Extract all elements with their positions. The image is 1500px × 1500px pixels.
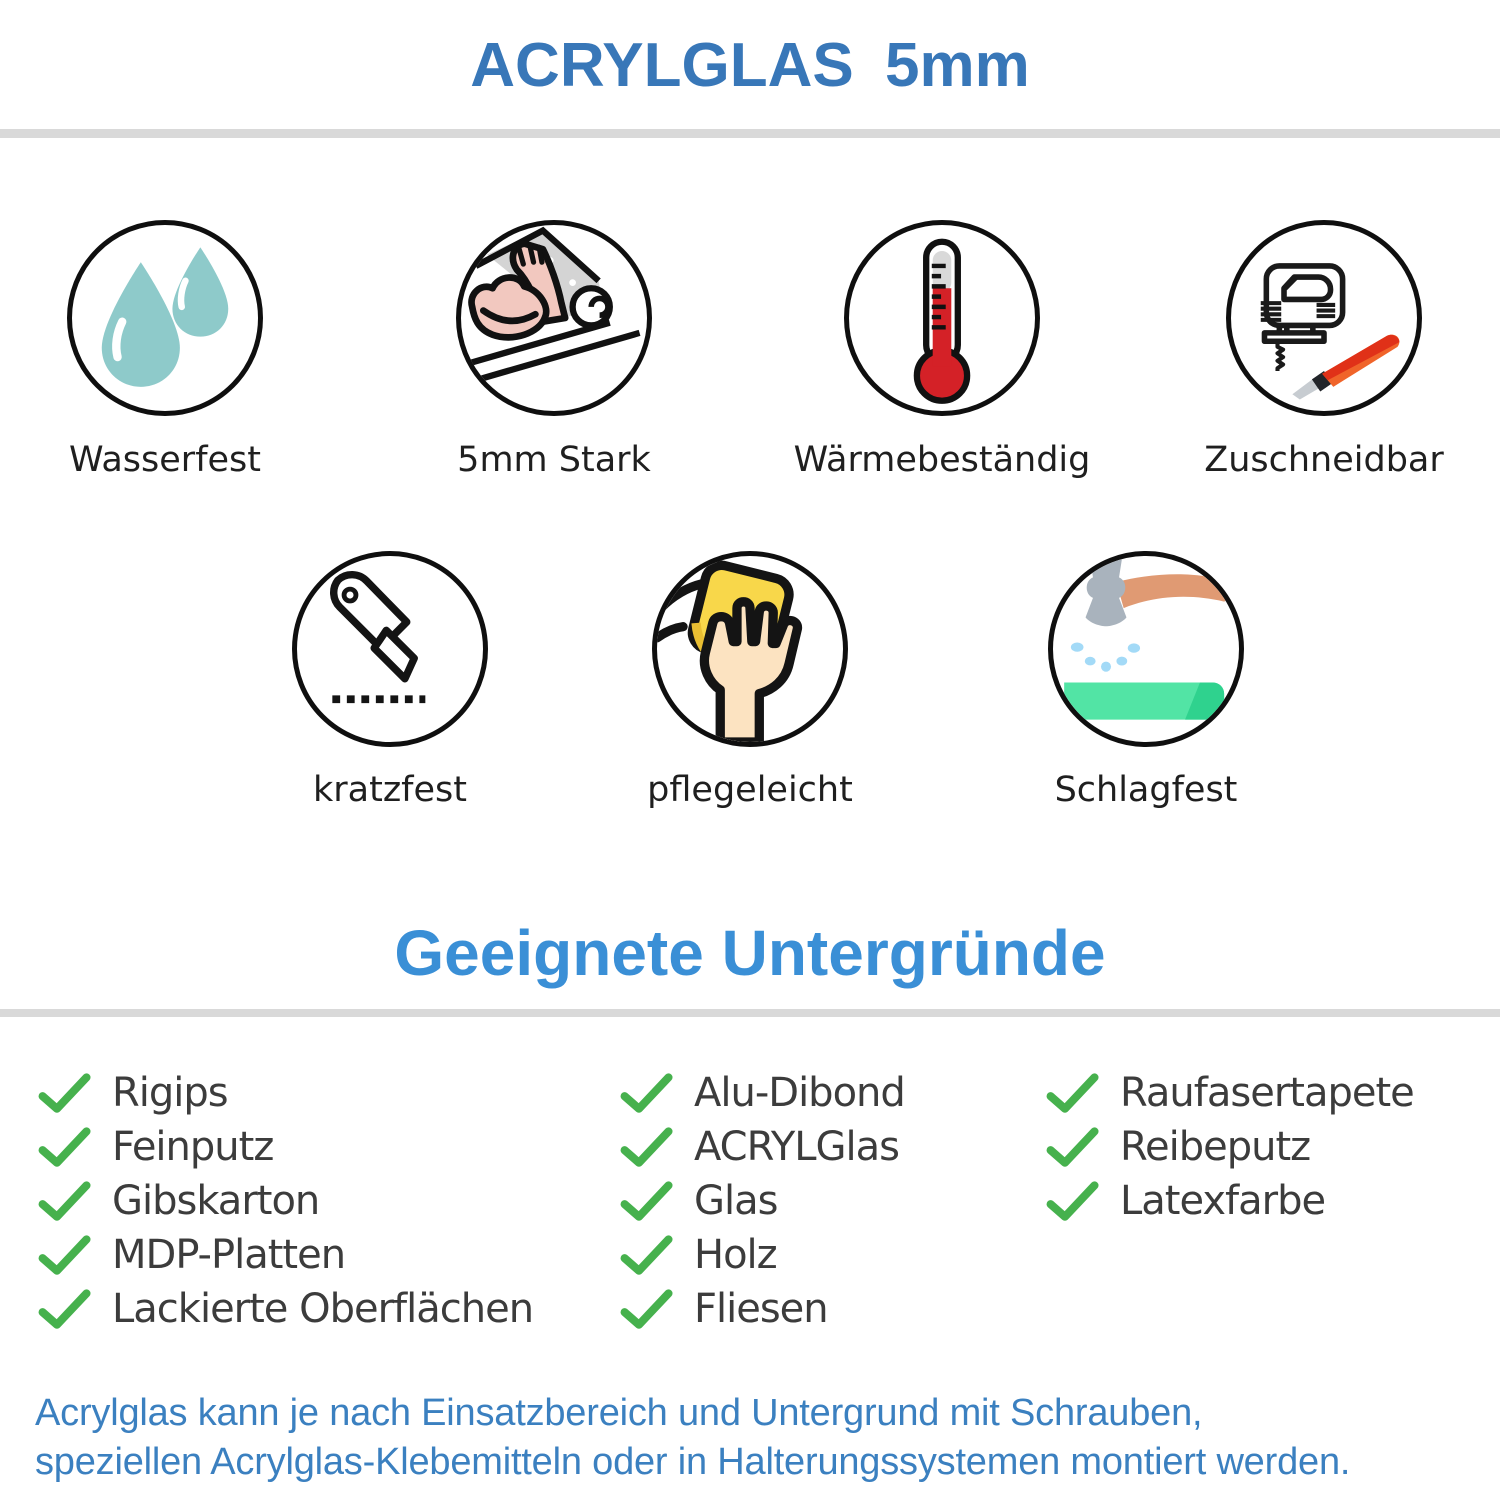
feature-circle-schlagfest <box>1048 551 1244 747</box>
check-icon <box>620 1072 674 1115</box>
feature-circle-kratzfest <box>292 551 488 747</box>
substrates-column-1 <box>38 1066 533 1336</box>
list-item-label: Lackierte Oberflächen <box>112 1286 534 1332</box>
list-item <box>1046 1066 1414 1120</box>
substrates-heading: Geeignete Untergründe <box>394 917 1106 989</box>
feature-label: Schlagfest <box>1054 770 1238 810</box>
list-item-label: Rigips <box>112 1070 228 1116</box>
check-icon <box>620 1180 674 1223</box>
feature-label: Wärmebeständig <box>793 440 1091 480</box>
feature-label: Zuschneidbar <box>1204 440 1444 480</box>
feature-label: 5mm Stark <box>457 440 651 480</box>
hammer-icon <box>1053 556 1239 742</box>
thermometer-icon <box>849 225 1035 411</box>
jigsaw-knife-icon <box>1231 225 1417 411</box>
feature-circle-waermebestaendig <box>844 220 1040 416</box>
list-item-label: Gibskarton <box>112 1178 320 1224</box>
check-icon <box>1046 1180 1100 1223</box>
page-title: ACRYLGLAS 5mm <box>470 31 1030 100</box>
list-item-label: MDP-Platten <box>112 1232 346 1278</box>
list-item <box>38 1228 533 1282</box>
list-item-label: Fliesen <box>694 1286 828 1332</box>
hand-cloth-icon <box>657 556 843 742</box>
list-item-label: Holz <box>694 1232 777 1278</box>
list-item <box>620 1228 905 1282</box>
list-item <box>620 1120 905 1174</box>
feature-label: pflegeleicht <box>647 770 853 810</box>
list-item <box>38 1066 533 1120</box>
check-icon <box>620 1288 674 1331</box>
feature-circle-wasserfest <box>67 220 263 416</box>
list-item <box>38 1120 533 1174</box>
check-icon <box>38 1072 92 1115</box>
list-item-label: Latexfarbe <box>1120 1178 1326 1224</box>
list-item-label: Raufasertapete <box>1120 1070 1414 1116</box>
water-drops-icon <box>72 225 258 411</box>
muscle-arm-icon <box>461 225 647 411</box>
list-item <box>620 1174 905 1228</box>
check-icon <box>38 1288 92 1331</box>
list-item-label: Glas <box>694 1178 778 1224</box>
feature-label: Wasserfest <box>68 440 262 480</box>
divider-top <box>0 129 1500 138</box>
substrates-column-3 <box>1046 1066 1414 1228</box>
list-item-label: Reibeputz <box>1120 1124 1311 1170</box>
list-item-label: ACRYLGlas <box>694 1124 900 1170</box>
list-item <box>38 1282 533 1336</box>
check-icon <box>620 1234 674 1277</box>
check-icon <box>1046 1072 1100 1115</box>
list-item <box>1046 1174 1414 1228</box>
utility-knife-icon <box>297 556 483 742</box>
list-item <box>38 1174 533 1228</box>
feature-circle-5mm-stark <box>456 220 652 416</box>
footer-note-line1: Acrylglas kann je nach Einsatzbereich und Untergrund mit Schrauben, <box>35 1392 1203 1434</box>
list-item-label: Feinputz <box>112 1124 274 1170</box>
list-item <box>620 1066 905 1120</box>
feature-circle-zuschneidbar <box>1226 220 1422 416</box>
check-icon <box>620 1126 674 1169</box>
check-icon <box>38 1126 92 1169</box>
feature-label: kratzfest <box>312 770 467 810</box>
check-icon <box>1046 1126 1100 1169</box>
check-icon <box>38 1180 92 1223</box>
list-item <box>620 1282 905 1336</box>
substrates-column-2 <box>620 1066 905 1336</box>
check-icon <box>38 1234 92 1277</box>
footer-note-line2: speziellen Acrylglas-Klebemitteln oder in Halterungssystemen montiert werden. <box>35 1441 1351 1483</box>
feature-circle-pflegeleicht <box>652 551 848 747</box>
list-item <box>1046 1120 1414 1174</box>
divider-middle <box>0 1009 1500 1017</box>
list-item-label: Alu-Dibond <box>694 1070 905 1116</box>
